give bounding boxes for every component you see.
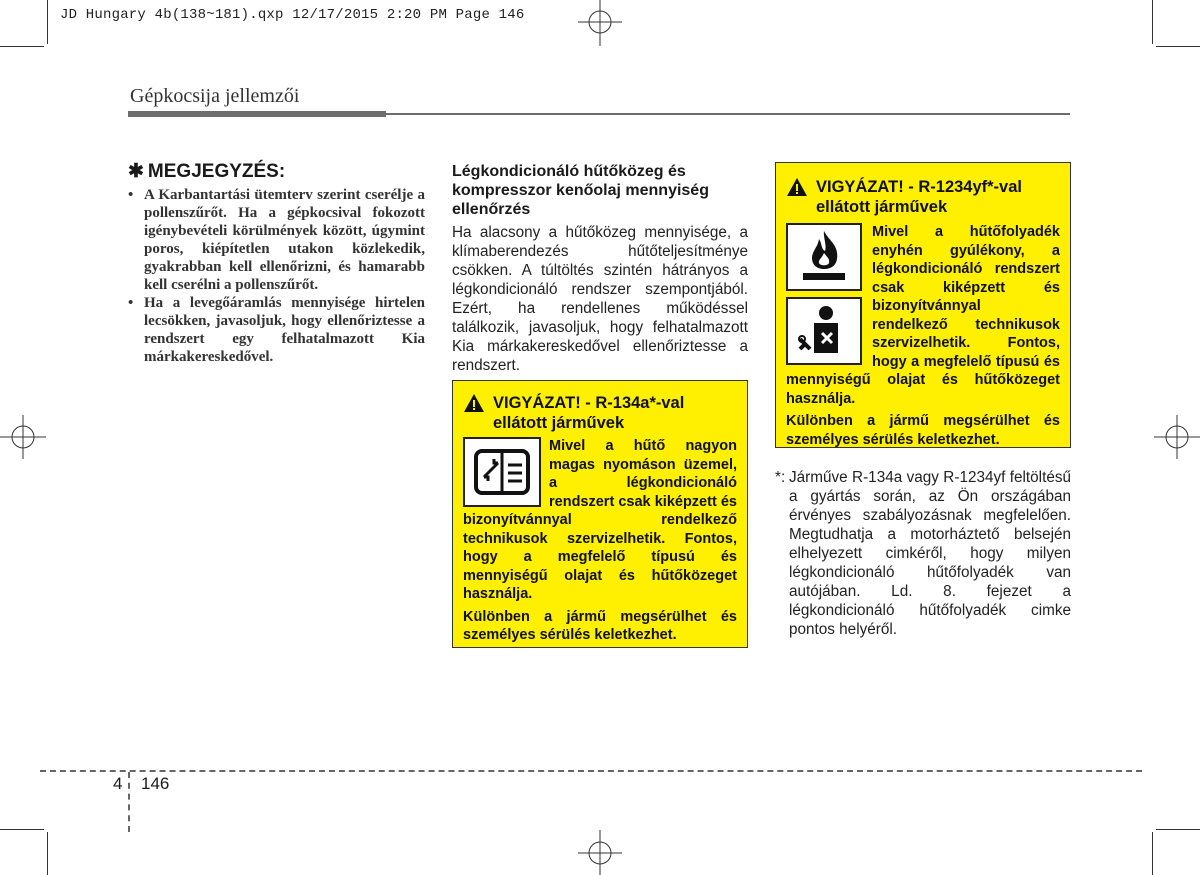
registration-mark-top — [578, 0, 622, 46]
refrigerant-check-section — [452, 162, 748, 375]
asterisk-icon: ✱ — [128, 161, 144, 182]
crop-mark-tr-v — [1152, 0, 1153, 44]
crop-mark-tl-h — [0, 46, 44, 47]
printer-header: JD Hungary 4b(138~181).qxp 12/17/2015 2:20 PM Page 146 — [60, 7, 525, 23]
warning-text-main: Mivel a hűtő nagyon magas nyomáson üzemel, a légkondicionáló rendszert csak kiképzett és bizonyítvánnyal rendelkező technikusok szervizelhetik. Fontos, hogy a megfelelő típusú és mennyiségű olajat és hűtőközeget használja. — [463, 438, 737, 602]
note-list — [128, 186, 425, 366]
warning-title-text: VIGYÁZAT! - R-134a*-val ellátott járművek — [493, 394, 685, 432]
refrigerant-check-body: Ha alacsony a hűtőközeg mennyisége, a klímaberendezés hűtőteljesítménye csökken. A túltöltés szintén hátrányos a légkondicionáló rendszer szempontjából. Ezért, ha rendellenes működéssel találkozik, javasoljuk, hogy felhatalmazott Kia márkakereskedővel ellenőriztesse a rendszert. — [452, 224, 748, 374]
warning-text-consequence: Különben a jármű megsérülhet és személyes sérülés keletkezhet. — [463, 608, 737, 643]
crop-mark-bl-h — [0, 829, 44, 830]
note-box — [128, 160, 425, 366]
crop-mark-tr-h — [1156, 46, 1200, 47]
warning-icons — [786, 223, 864, 365]
warning-title — [786, 177, 1060, 217]
footnote-text: Járműve R-134a vagy R-1234yf feltöltésű a gyártás során, az Ön országában érvényes szabályozásnak megfelelően. Megtudhatja a motorháztető belsején elhelyezett cimkéről, hogy milyen légkondicionáló hűtőfolyadék van autójában. Ld. 8. fejezet a légkondicionáló hűtőfolyadék cimke pontos helyéről. — [789, 469, 1071, 638]
crop-mark-br-v — [1152, 832, 1153, 875]
warning-box-r134a — [452, 380, 748, 648]
technician-icon — [786, 297, 862, 365]
title-rule-thin — [386, 113, 1070, 115]
crop-mark-br-h — [1156, 829, 1200, 830]
warning-triangle-icon — [786, 177, 810, 197]
registration-mark-right — [1154, 415, 1200, 459]
crop-mark-tl-v — [47, 0, 48, 44]
note-heading — [128, 160, 425, 183]
warning-text — [786, 223, 1060, 449]
warning-title — [463, 393, 737, 433]
registration-mark-left — [0, 415, 46, 459]
refrigerant-check-heading: Légkondicionáló hűtőközeg és kompresszor kenőolaj mennyiség ellenőrzés — [452, 163, 709, 218]
footnote — [775, 468, 1071, 639]
warning-box-r1234yf — [775, 162, 1071, 448]
registration-mark-bottom — [578, 830, 622, 875]
crop-mark-bl-v — [47, 832, 48, 875]
note-item — [128, 294, 425, 366]
warning-title-text: VIGYÁZAT! - R-1234yf*-val ellátott járművek — [816, 178, 1022, 216]
note-heading-text: MEGJEGYZÉS: — [147, 160, 286, 182]
footer-rule — [40, 770, 1142, 772]
title-rule — [128, 111, 386, 117]
section-title: Gépkocsija jellemzői — [130, 85, 300, 107]
warning-text — [463, 437, 737, 645]
page-number: 146 — [141, 774, 170, 793]
footnote-mark: *: — [775, 469, 786, 486]
chapter-number: 4 — [113, 774, 123, 793]
service-manual-icon — [463, 437, 541, 507]
warning-text-main: Mivel a hűtőfolyadék enyhén gyúlékony, a légkondicionáló rendszert csak kiképzett és bizonyítvánnyal rendelkező technikusok szervizelhetik. Fontos, hogy a megfelelő típusú és mennyiségű olajat és hűtőközeget használja. — [786, 224, 1060, 407]
flammable-icon — [786, 223, 862, 291]
note-item — [128, 186, 425, 294]
warning-text-consequence: Különben a jármű megsérülhet és személyes sérülés keletkezhet. — [786, 413, 1060, 448]
note-item-text: • A Karbantartási ütemterv szerint cserélje a pollenszűrőt. Ha a gépkocsival fokozott igénybevételi körülmények között, úgymint poros, kiépítetlen utakon közlekedik, gyakrabban kell ellenőrizni, és hamarabb kell cserélni a pollenszűrőt. — [144, 187, 425, 293]
warning-triangle-icon — [463, 393, 487, 413]
footer-divider — [128, 772, 130, 832]
note-item-text: • Ha a levegőáramlás mennyisége hirtelen lecsökken, javasoljuk, hogy ellenőriztesse a rendszert egy felhatalmazott Kia márkakereskedővel. — [144, 295, 425, 365]
